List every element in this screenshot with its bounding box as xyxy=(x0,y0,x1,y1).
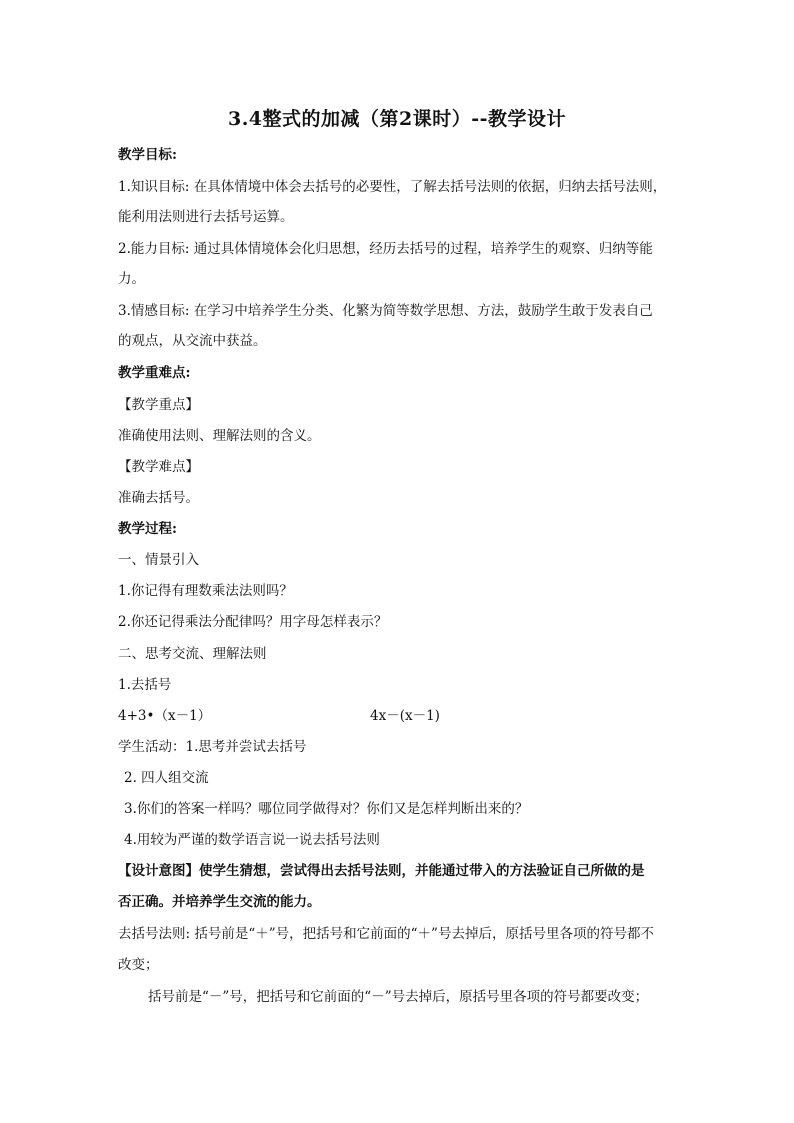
difficulty-label: 【教学难点】 xyxy=(118,459,199,475)
activity-item: 4.用较为严谨的数学语言说一说去括号法则 xyxy=(124,832,380,848)
question-item: 2.你还记得乘法分配律吗？用字母怎样表示？ xyxy=(118,614,388,630)
difficulty-text: 准确去括号。 xyxy=(118,490,199,506)
focus-label: 【教学重点】 xyxy=(118,397,199,413)
expression: 4x－(x－1) xyxy=(370,708,440,724)
focus-text: 准确使用法则、理解法则的含义。 xyxy=(118,428,321,444)
expression-row xyxy=(118,707,684,725)
objective-line: 的观点，从交流中获益。 xyxy=(118,333,267,349)
objectives-heading: 教学目标: xyxy=(118,147,177,163)
page-title: 3.4整式的加减（第2课时）--教学设计 xyxy=(227,108,567,130)
activity-item: 2. 四人组交流 xyxy=(124,770,209,786)
process-heading: 教学过程: xyxy=(118,521,177,537)
activity-item: 3.你们的答案一样吗？哪位同学做得对？你们又是怎样判断出来的？ xyxy=(124,801,529,817)
list-item: 1.去括号 xyxy=(118,677,172,693)
rule-text: 括号前是“－”号，把括号和它前面的“－”号去掉后，原括号里各项的符号都要改变； xyxy=(148,989,649,1005)
expression: 4+3•（x－1） xyxy=(118,708,212,724)
section-title: 二、思考交流、理解法则 xyxy=(118,646,267,662)
design-intent: 【设计意图】使学生猜想，尝试得出去括号法则，并能通过带入的方法验证自己所做的是 xyxy=(118,863,645,879)
question-item: 1.你记得有理数乘法法则吗？ xyxy=(118,583,293,599)
design-intent: 否正确。并培养学生交流的能力。 xyxy=(118,894,321,910)
section-title: 一、情景引入 xyxy=(118,552,199,568)
activity-item: 学生活动：1.思考并尝试去括号 xyxy=(118,739,307,755)
objective-line: 能利用法则进行去括号运算。 xyxy=(118,209,294,225)
rule-text: 去括号法则: 括号前是“＋”号，把括号和它前面的“＋”号去掉后，原括号里各项的符号都不 xyxy=(118,926,654,942)
objective-line: 1.知识目标: 在具体情境中体会去括号的必要性，了解去括号法则的依据，归纳去括号法则， xyxy=(118,179,667,195)
objective-line: 力。 xyxy=(118,271,145,287)
key-points-heading: 教学重难点: xyxy=(118,365,191,381)
objective-line: 3.情感目标: 在学习中培养学生分类、化繁为简等数学思想、方法，鼓励学生敢于发表自己 xyxy=(118,303,653,319)
rule-text: 改变； xyxy=(118,957,159,973)
objective-line: 2.能力目标: 通过具体情境体会化归思想，经历去括号的过程，培养学生的观察、归纳等能 xyxy=(118,241,653,257)
